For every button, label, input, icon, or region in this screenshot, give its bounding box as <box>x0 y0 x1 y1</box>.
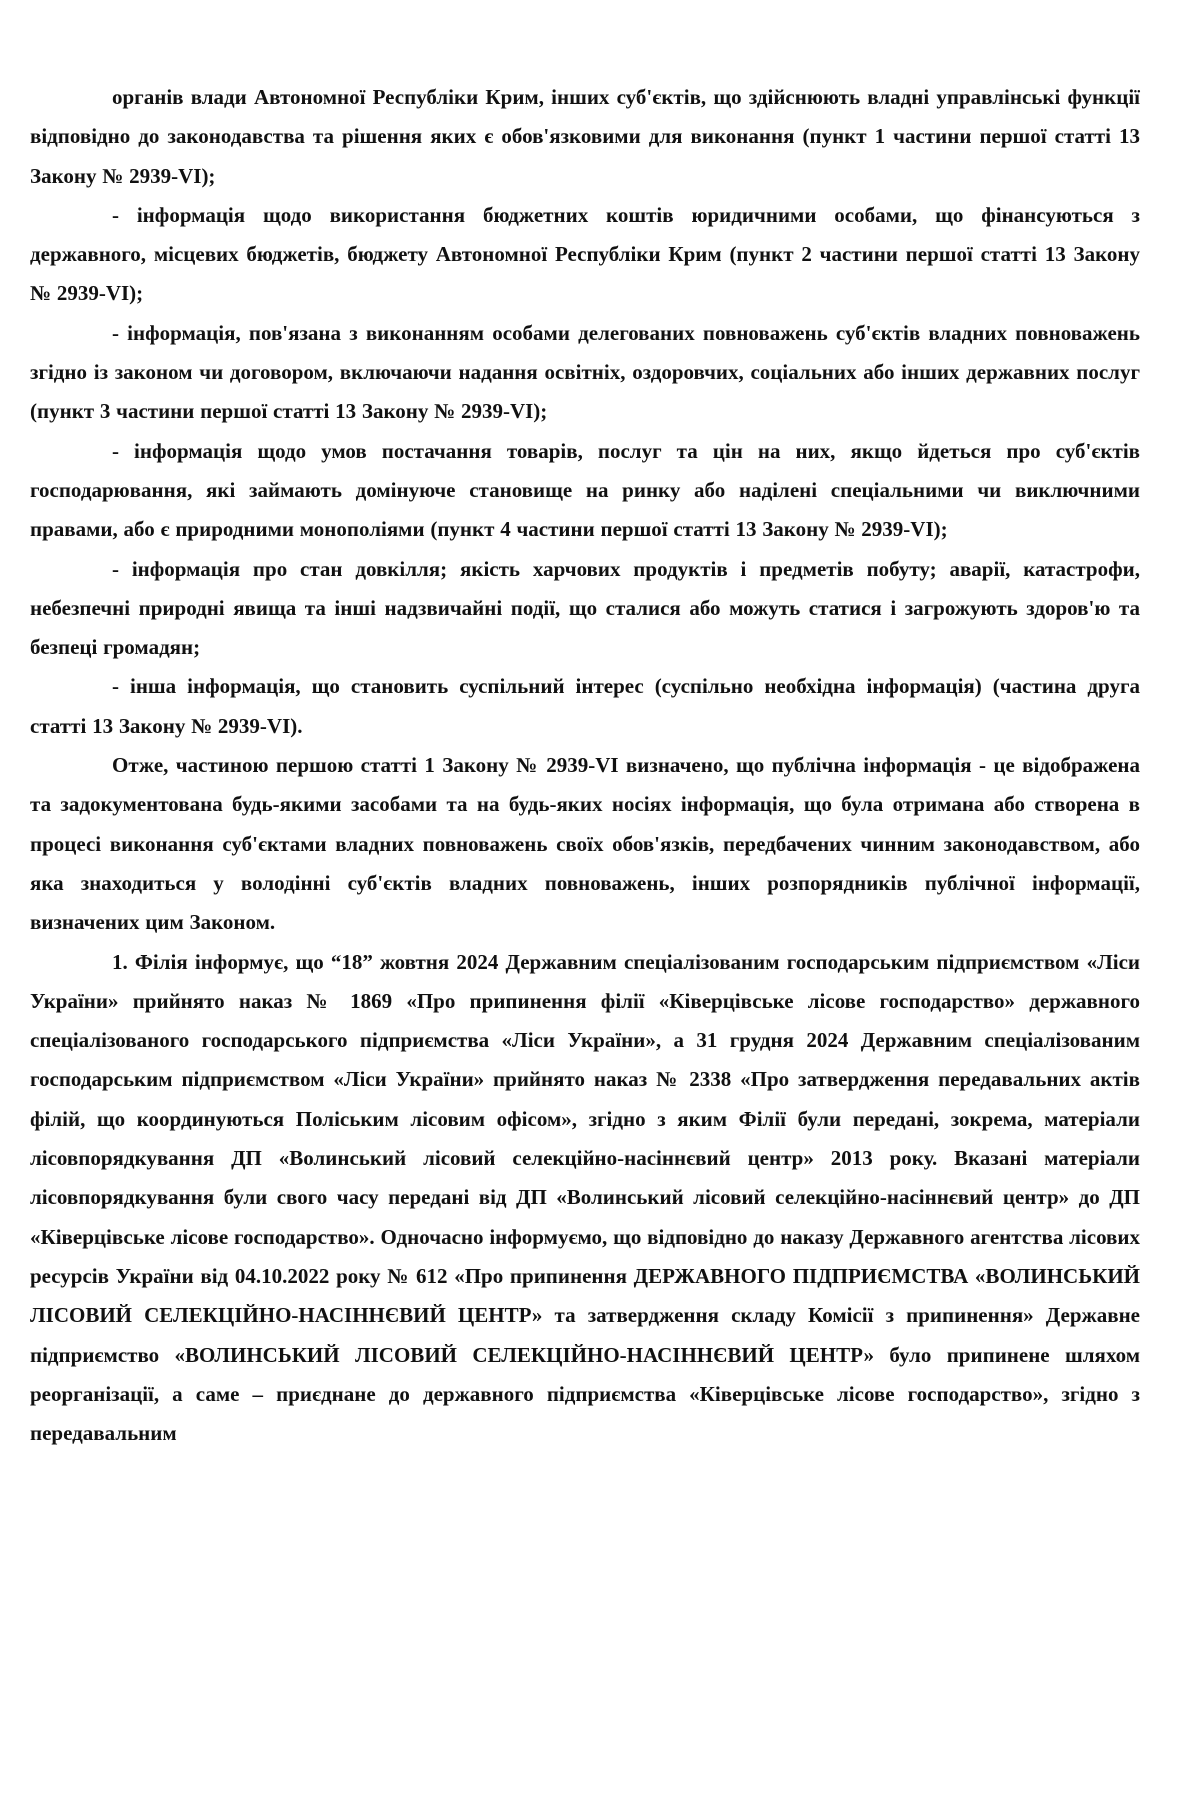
paragraph-public-interest: - інша інформація, що становить суспільний інтерес (суспільно необхідна інформація) (частина друга статті 13 Закону № 2939-VI). <box>30 674 1140 738</box>
paragraph-public-information-definition: Отже, частиною першою статті 1 Закону № 2939-VI визначено, що публічна інформація - це відображена та задокументована будь-якими засобами та на будь-яких носіях інформація, що була отримана або створена в процесі виконання суб'єктами владних повноважень своїх обов'язків, передбачених чинним законодавством, або яка знаходиться у володінні суб'єктів владних повноважень, інших розпорядників публічної інформації, визначених цим Законом. <box>30 753 1140 935</box>
paragraph-delegated-powers: - інформація, пов'язана з виконанням особами делегованих повноважень суб'єктів владних повноважень згідно із законом чи договором, включаючи надання освітніх, оздоровчих, соціальних або інших державних послуг (пункт 3 частини першої статті 13 Закону № 2939-VI); <box>30 320 1140 424</box>
paragraph-branch-informs: 1. Філія інформує, що “18” жовтня 2024 Державним спеціалізованим господарським підприємством «Ліси України» прийнято наказ № 1869 «Про припинення філії «Ківерцівське лісове господарство» державного спеціалізованого господарського підприємства «Ліси України», а 31 грудня 2024 Державним спеціалізованим господарським підприємством «Ліси України» прийнято наказ № 2338 «Про затвердження передавальних актів філій, що координуються Поліським лісовим офісом», згідно з яким Філії були передані, зокрема, матеріали лісовпорядкування ДП «Волинський лісовий селекційно-насіннєвий центр» 2013 року. Вказані матеріали лісовпорядкування були свого часу передані від ДП «Волинський лісовий селекційно-насіннєвий центр» до ДП «Ківерцівське лісове господарство». Одночасно інформуємо, що відповідно до наказу Державного агентства лісових ресурсів України від 04.10.2022 року № 612 «Про припинення ДЕРЖАВНОГО ПІДПРИЄМСТВА «ВОЛИНСЬКИЙ ЛІСОВИЙ СЕЛЕКЦІЙНО-НАСІННЄВИЙ ЦЕНТР» та затвердження складу Комісії з припинення» Державне підприємство «ВОЛИНСЬКИЙ ЛІСОВИЙ СЕЛЕКЦІЙНО-НАСІННЄВИЙ ЦЕНТР» було припинене шляхом реорганізації, а саме – приєднане до державного підприємства «Ківерцівське лісове господарство», згідно з передавальним <box>30 949 1140 1446</box>
paragraph-supply-conditions: - інформація щодо умов постачання товарів, послуг та цін на них, якщо йдеться про суб'єктів господарювання, які займають домінуюче становище на ринку або наділені спеціальними чи виключними правами, або є природними монополіями (пункт 4 частини першої статті 13 Закону № 2939-VI); <box>30 438 1140 542</box>
paragraph-subjects-authority: органів влади Автономної Республіки Крим, інших суб'єктів, що здійснюють владні управлінські функції відповідно до законодавства та рішення яких є обов'язковими для виконання (пункт 1 частини першої статті 13 Закону № 2939-VI); <box>30 85 1140 188</box>
paragraph-budget-funds: - інформація щодо використання бюджетних коштів юридичними особами, що фінансуються з державного, місцевих бюджетів, бюджету Автономної Республіки Крим (пункт 2 частини першої статті 13 Закону № 2939-VI); <box>30 202 1140 306</box>
paragraph-environment: - інформація про стан довкілля; якість харчових продуктів і предметів побуту; аварії, катастрофи, небезпечні природні явища та інші надзвичайні події, що сталися або можуть статися і загрожують здоров'ю та безпеці громадян; <box>30 556 1140 660</box>
